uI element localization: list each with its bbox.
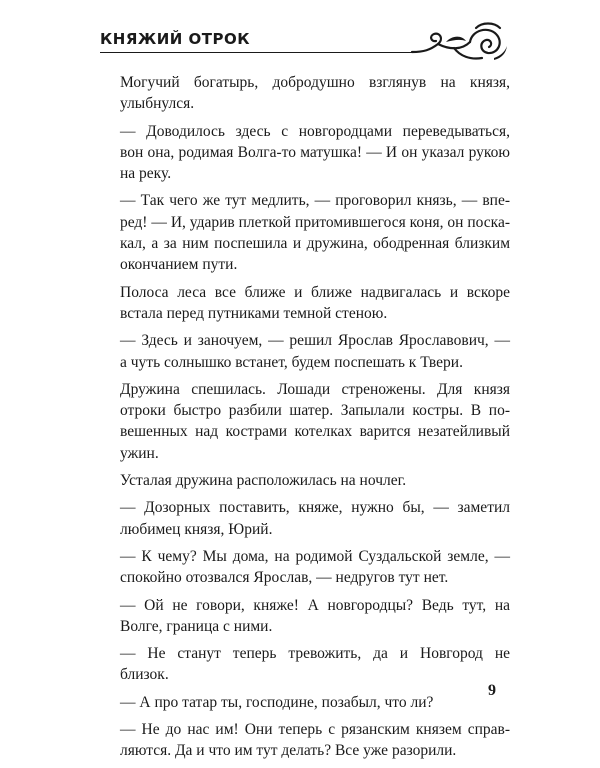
- text-line: — Дозорных поставить, княже, нужно бы, — заметил: [120, 499, 510, 517]
- paragraph: [100, 330, 510, 373]
- text-line: ред! — И, ударив плеткой притомившегося коня, он поска-: [120, 213, 510, 231]
- text-line: Дружина спешилась. Лошади стреножены. Для князя: [120, 380, 510, 398]
- paragraph: [100, 121, 510, 185]
- ornament-icon: [410, 20, 510, 65]
- paragraph: [100, 72, 510, 115]
- running-head: КНЯЖИЙ ОТРОК: [100, 30, 251, 48]
- text-line: — Так чего же тут медлить, — проговорил князь, — впе-: [120, 192, 510, 210]
- paragraph: [100, 282, 510, 325]
- paragraph: [100, 470, 510, 491]
- text-line: спокойно отозвался Ярослав, — недругов тут нет.: [120, 569, 449, 587]
- paragraph: [100, 595, 510, 638]
- text-line: — К чему? Мы дома, на родимой Суздальской земле, —: [120, 547, 510, 565]
- header-rule: [100, 52, 412, 53]
- text-line: — Здесь и заночуем, — решил Ярослав Ярославович, —: [120, 332, 510, 350]
- text-line: окончанием пути.: [120, 256, 238, 274]
- text-line: — Ой не говори, княже! А новгородцы? Ведь тут, на: [120, 596, 510, 614]
- text-line: ужин.: [120, 444, 159, 462]
- paragraph: [100, 692, 510, 713]
- text-line: вешенных над кострами котелках варится незатейливый: [120, 423, 510, 441]
- paragraph: [100, 719, 510, 762]
- text-line: кал, а за ним поспешила и дружина, ободренная близким: [120, 235, 510, 253]
- text-line: вон она, родимая Волга-то матушка! — И он указал рукою: [120, 143, 510, 161]
- text-line: — А про татар ты, господине, позабыл, что ли?: [120, 693, 434, 711]
- page-number: 9: [488, 682, 496, 699]
- text-line: улыбнулся.: [120, 95, 195, 113]
- text-line: Усталая дружина расположилась на ночлег.: [120, 472, 407, 490]
- paragraph: [100, 190, 510, 275]
- paragraph: [100, 497, 510, 540]
- text-line: — Доводилось здесь с новгородцами переведываться,: [120, 122, 510, 140]
- text-line: на реку.: [120, 165, 172, 183]
- text-line: близок.: [120, 666, 169, 684]
- text-line: любимец князя, Юрий.: [120, 520, 273, 538]
- paragraph: [100, 546, 510, 589]
- text-line: Волге, граница с ними.: [120, 617, 273, 635]
- text-line: встала перед путниками темной стеною.: [120, 304, 388, 322]
- body-text: [100, 72, 510, 768]
- text-line: отроки быстро разбили шатер. Запылали костры. В по-: [120, 402, 510, 420]
- text-line: Полоса леса все ближе и ближе надвигалась и вскоре: [120, 283, 510, 301]
- text-line: — Не до нас им! Они теперь с рязанским князем справ-: [120, 721, 510, 739]
- text-line: ляются. Да и что им тут делать? Все уже разорили.: [120, 742, 457, 760]
- text-line: — Не станут теперь тревожить, да и Новгород не: [120, 645, 510, 663]
- paragraph: [100, 643, 510, 686]
- paragraph: [100, 379, 510, 464]
- text-line: а чуть солнышко встанет, будем поспешать к Твери.: [120, 353, 463, 371]
- text-line: Могучий богатырь, добродушно взглянув на князя,: [120, 74, 510, 91]
